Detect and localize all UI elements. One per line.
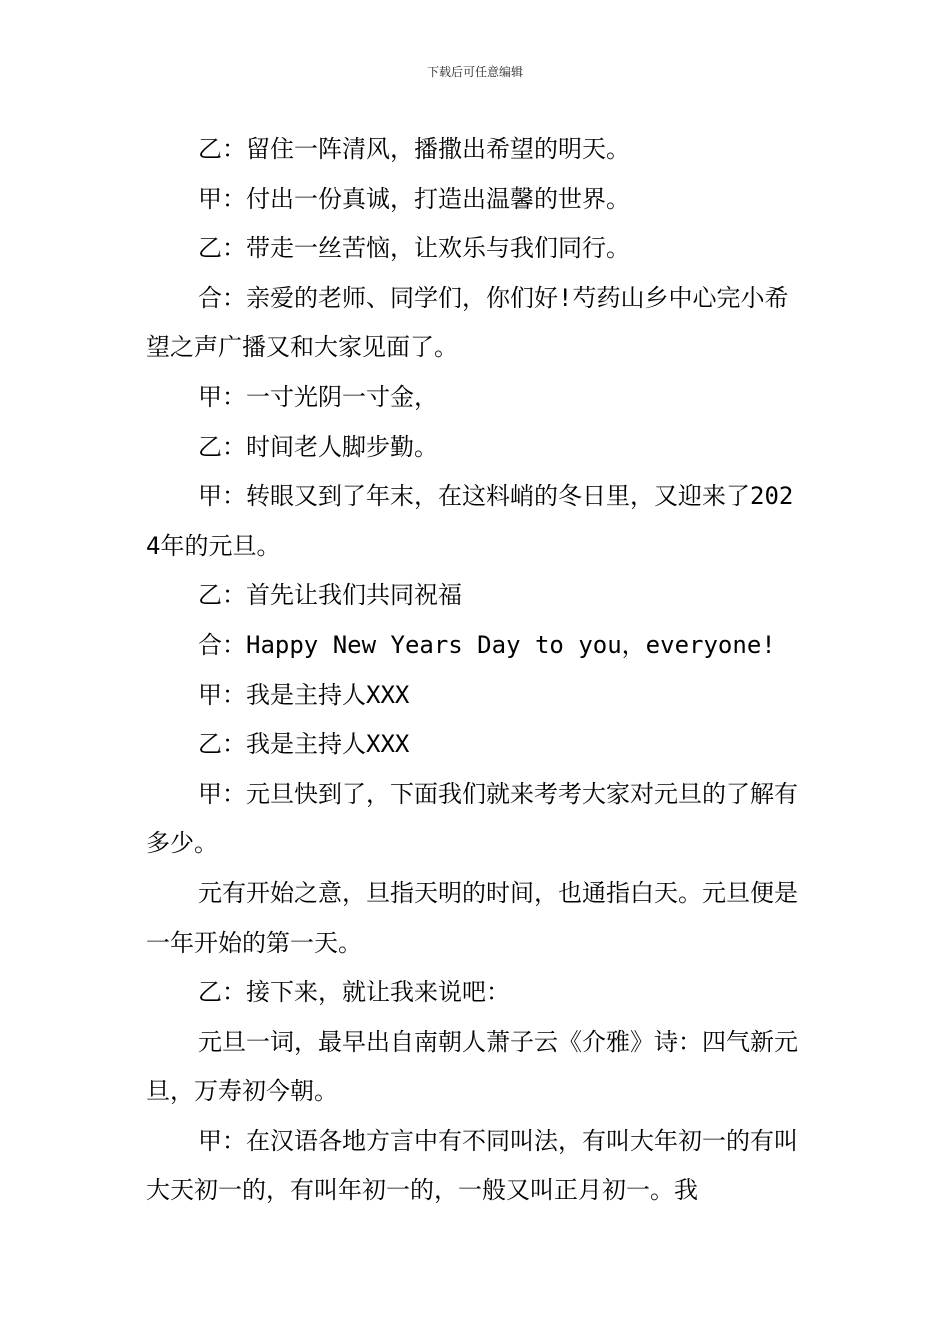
- paragraph: 元旦一词，最早出自南朝人萧子云《介雅》诗：四气新元旦，万寿初今朝。: [146, 1027, 798, 1106]
- paragraph: 合：亲爱的老师、同学们，你们好!芍药山乡中心完小希望之声广播又和大家见面了。: [146, 283, 789, 362]
- document-body: [146, 125, 806, 1216]
- paragraph: 乙：时间老人脚步勤。: [198, 432, 438, 461]
- paragraph: 甲：在汉语各地方言中有不同叫法，有叫大年初一的有叫大天初一的，有叫年初一的，一般又叫正月初一。我: [146, 1126, 798, 1205]
- paragraph: 乙：接下来，就让我来说吧：: [198, 978, 510, 1007]
- paragraph: 甲：一寸光阴一寸金，: [198, 382, 438, 411]
- paragraph: 乙：首先让我们共同祝福: [198, 581, 462, 610]
- page-header-note: 下载后可任意编辑: [426, 65, 523, 79]
- paragraph: 乙：留住一阵清风，播撒出希望的明天。: [198, 135, 630, 163]
- paragraph: 合：Happy New Years Day to you，everyone!: [198, 630, 776, 659]
- paragraph: 甲：我是主持人XXX: [198, 680, 410, 709]
- paragraph: 甲：元旦快到了，下面我们就来考考大家对元旦的了解有多少。: [146, 779, 798, 858]
- paragraph: 乙：带走一丝苦恼，让欢乐与我们同行。: [198, 234, 630, 263]
- paragraph: 甲：付出一份真诚，打造出温馨的世界。: [198, 184, 630, 213]
- paragraph: 乙：我是主持人XXX: [198, 730, 410, 759]
- paragraph: 元有开始之意，旦指天明的时间，也通指白天。元旦便是一年开始的第一天。: [146, 878, 798, 957]
- paragraph: 甲：转眼又到了年末，在这料峭的冬日里，又迎来了2024年的元旦。: [146, 482, 794, 560]
